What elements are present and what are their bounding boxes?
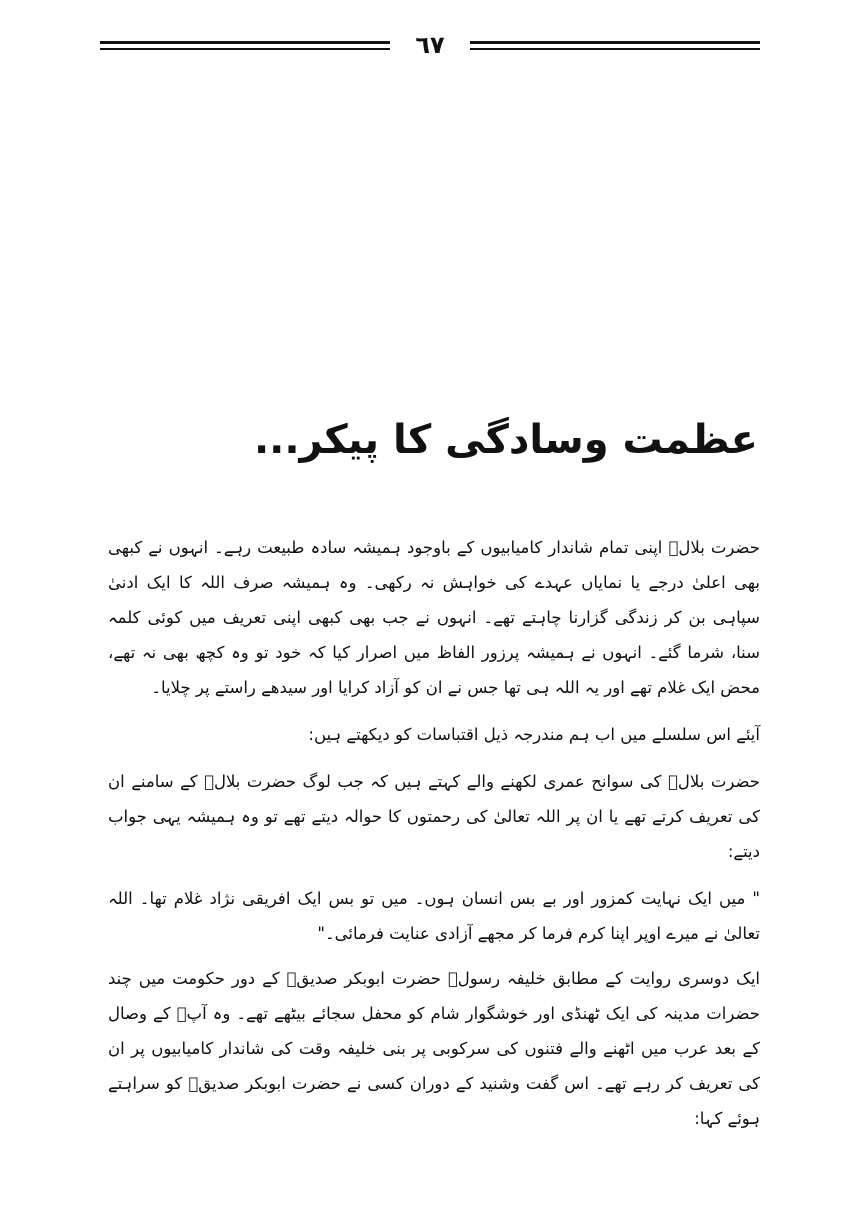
header-rule-right (470, 41, 760, 50)
page-header (100, 30, 760, 60)
paragraph-second-narration: ایک دوسری روایت کے مطابق خلیفہ رسولؐ حضرت ابوبکر صدیقؓ کے دور حکومت میں چند حضرات مدینہ کی ایک ٹھنڈی اور خوشگوار شام کو محفل سجائے بیٹھے تھے۔ وہ آپؓ کے وصال کے بعد عرب میں اٹھنے والے فتنوں کی سرکوبی پر بنی خلیفہ وقت کی شاندار کامیابیوں پر ان کی تعریف کر رہے تھے۔ اس گفت وشنید کے دوران کسی نے حضرت ابوبکر صدیقؓ کو سراہتے ہوئے کہا: (108, 969, 760, 1128)
paragraph-biographers: حضرت بلالؓ کی سوانح عمری لکھنے والے کہتے ہیں کہ جب لوگ حضرت بلالؓ کے سامنے ان کی تعریف کرتے تھے یا ان پر اللہ تعالیٰ کی رحمتوں کا حوالہ دیتے تھے تو وہ ہمیشہ یہی جواب دیتے: (108, 772, 760, 861)
paragraph-intro: حضرت بلالؓ اپنی تمام شاندار کامیابیوں کے باوجود ہمیشہ سادہ طبیعت رہے۔ انہوں نے کبھی بھی اعلیٰ درجے یا نمایاں عہدے کی خواہش نہ رکھی۔ وہ ہمیشہ صرف اللہ کا ایک ادنیٰ سپاہی بن کر زندگی گزارنا چاہتے تھے۔ انہوں نے جب بھی کبھی اپنی تعریف میں کوئی کلمہ سنا، شرما گئے۔ انہوں نے ہمیشہ پرزور الفاظ میں اصرار کیا کہ خود تو وہ کچھ بھی نہ تھے، محض ایک غلام تھے اور یہ اللہ ہی تھا جس نے ان کو آزاد کرایا اور سیدھے راستے پر چلایا۔ (108, 538, 760, 697)
body-text (108, 530, 760, 1148)
header-rule-left (100, 41, 390, 50)
paragraph-quote: " میں ایک نہایت کمزور اور بے بس انسان ہوں۔ میں تو بس ایک افریقی نژاد غلام تھا۔ اللہ تعالیٰ نے میرے اوپر اپنا کرم فرما کر مجھے آزادی عنایت فرمائی۔" (108, 889, 760, 943)
paragraph-lead-in: آیئے اس سلسلے میں اب ہم مندرجہ ذیل اقتباسات کو دیکھتے ہیں: (308, 725, 760, 744)
page-number: ٦٧ (415, 31, 445, 59)
chapter-title: عظمت وسادگی کا پیکر... (253, 417, 758, 463)
